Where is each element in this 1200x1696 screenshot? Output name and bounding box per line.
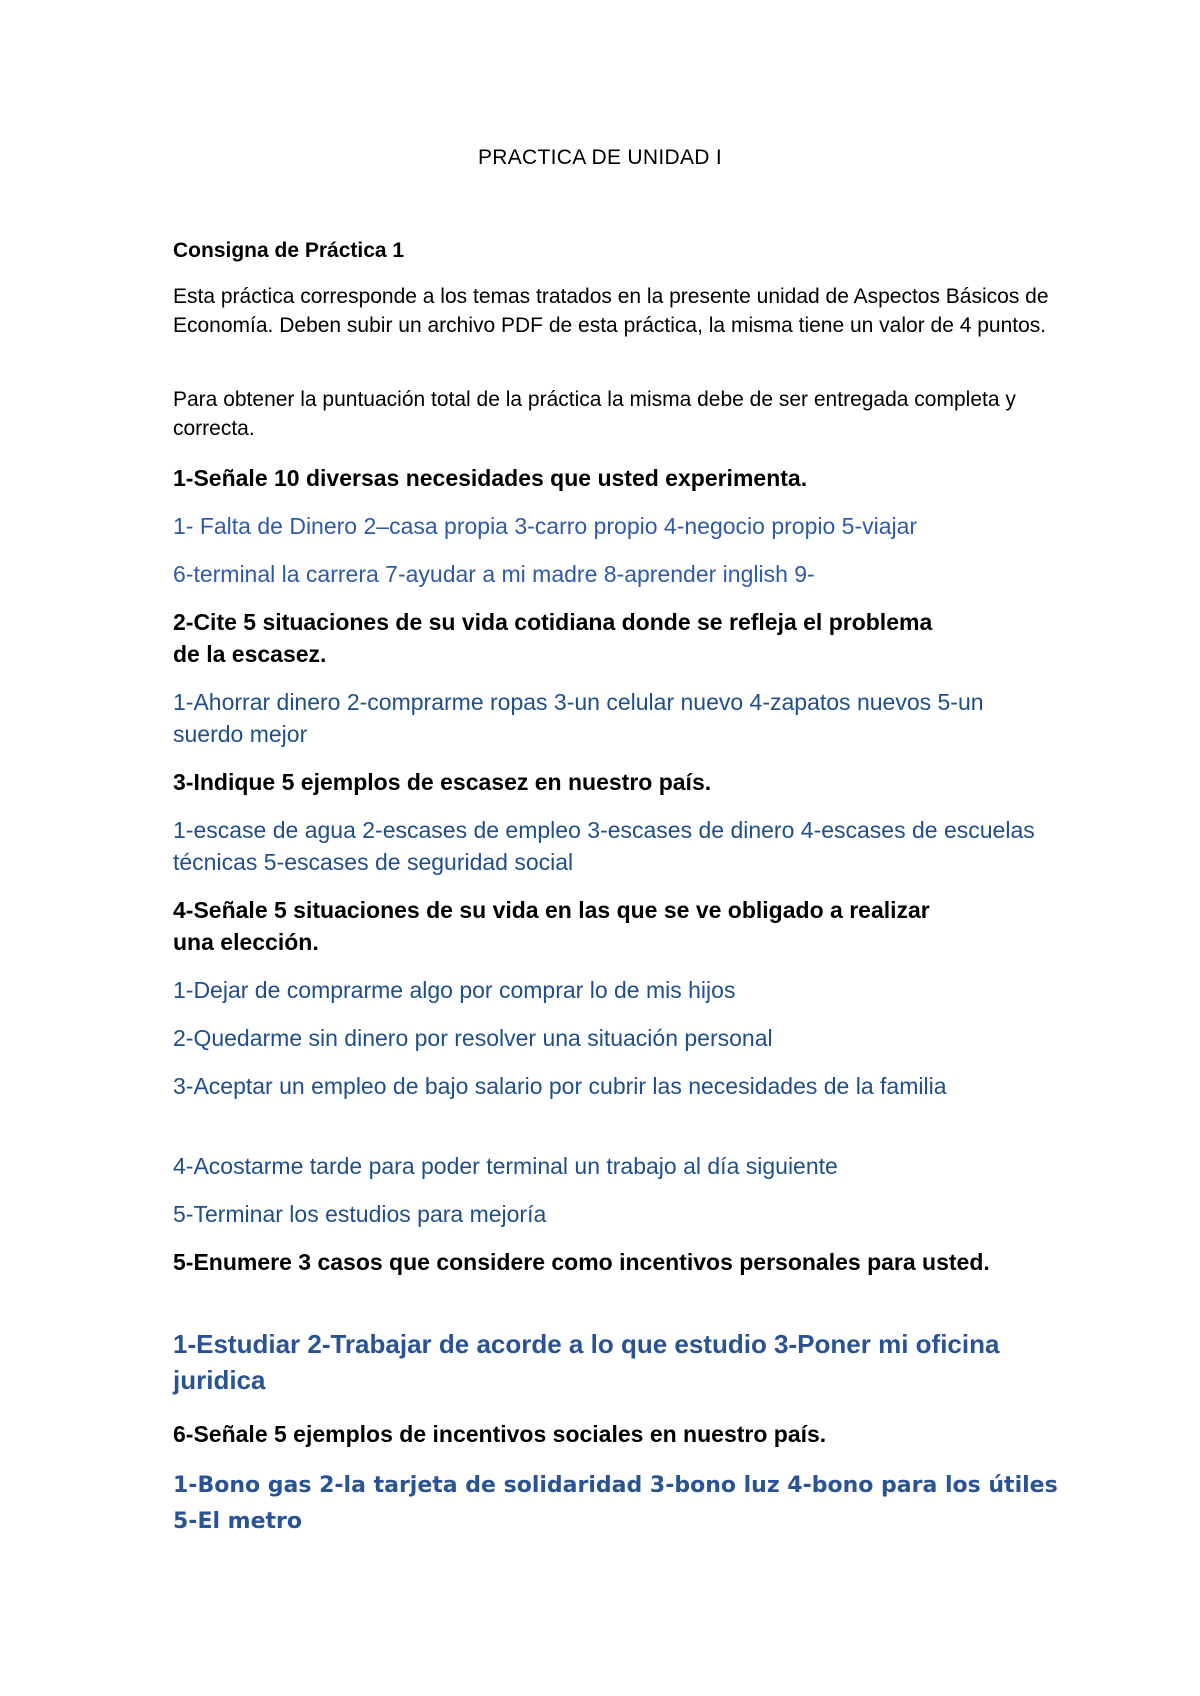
answer-6: 1-Bono gas 2-la tarjeta de solidaridad 3-bono luz 4-bono para los útiles 5-El metro — [173, 1473, 1058, 1534]
intro-paragraph-2: Para obtener la puntuación total de la práctica la misma debe de ser entregada completa y correcta. — [173, 388, 1016, 440]
question-2: 2-Cite 5 situaciones de su vida cotidiana donde se refleja el problema de la escasez. — [173, 609, 933, 667]
section-title: Consigna de Práctica 1 — [173, 239, 405, 262]
intro-paragraph-1: Esta práctica corresponde a los temas tratados en la presente unidad de Aspectos Básicos de Economía. Deben subir un archivo PDF de esta práctica, la misma tiene un valor de 4 puntos. — [173, 285, 1049, 337]
answer-1-line-1: 1- Falta de Dinero 2–casa propia 3-carro propio 4-negocio propio 5-viajar — [173, 513, 918, 539]
answer-1-line-2: 6-terminal la carrera 7-ayudar a mi madre 8-aprender inglish 9- — [173, 561, 815, 587]
answer-4-line-1: 1-Dejar de comprarme algo por comprar lo de mis hijos — [173, 977, 736, 1003]
question-1: 1-Señale 10 diversas necesidades que usted experimenta. — [173, 465, 808, 491]
question-4: 4-Señale 5 situaciones de su vida en las que se ve obligado a realizar una elección. — [173, 897, 930, 955]
answer-2: 1-Ahorrar dinero 2-comprarme ropas 3-un celular nuevo 4-zapatos nuevos 5-un suerdo mejor — [173, 689, 984, 747]
answer-5: 1-Estudiar 2-Trabajar de acorde a lo que estudio 3-Poner mi oficina juridica — [173, 1329, 1000, 1395]
answer-3: 1-escase de agua 2-escases de empleo 3-escases de dinero 4-escases de escuelas técnicas 5-escases de seguridad social — [173, 817, 1035, 875]
answer-4-line-5: 5-Terminar los estudios para mejoría — [173, 1201, 547, 1227]
answer-4-line-3: 3-Aceptar un empleo de bajo salario por cubrir las necesidades de la familia — [173, 1073, 947, 1099]
question-5: 5-Enumere 3 casos que considere como incentivos personales para usted. — [173, 1249, 990, 1275]
question-6: 6-Señale 5 ejemplos de incentivos sociales en nuestro país. — [173, 1421, 827, 1447]
document-heading: PRACTICA DE UNIDAD I — [477, 146, 723, 169]
answer-4-line-2: 2-Quedarme sin dinero por resolver una situación personal — [173, 1025, 773, 1051]
question-3: 3-Indique 5 ejemplos de escasez en nuestro país. — [173, 769, 712, 795]
answer-4-line-4: 4-Acostarme tarde para poder terminal un trabajo al día siguiente — [173, 1153, 838, 1179]
